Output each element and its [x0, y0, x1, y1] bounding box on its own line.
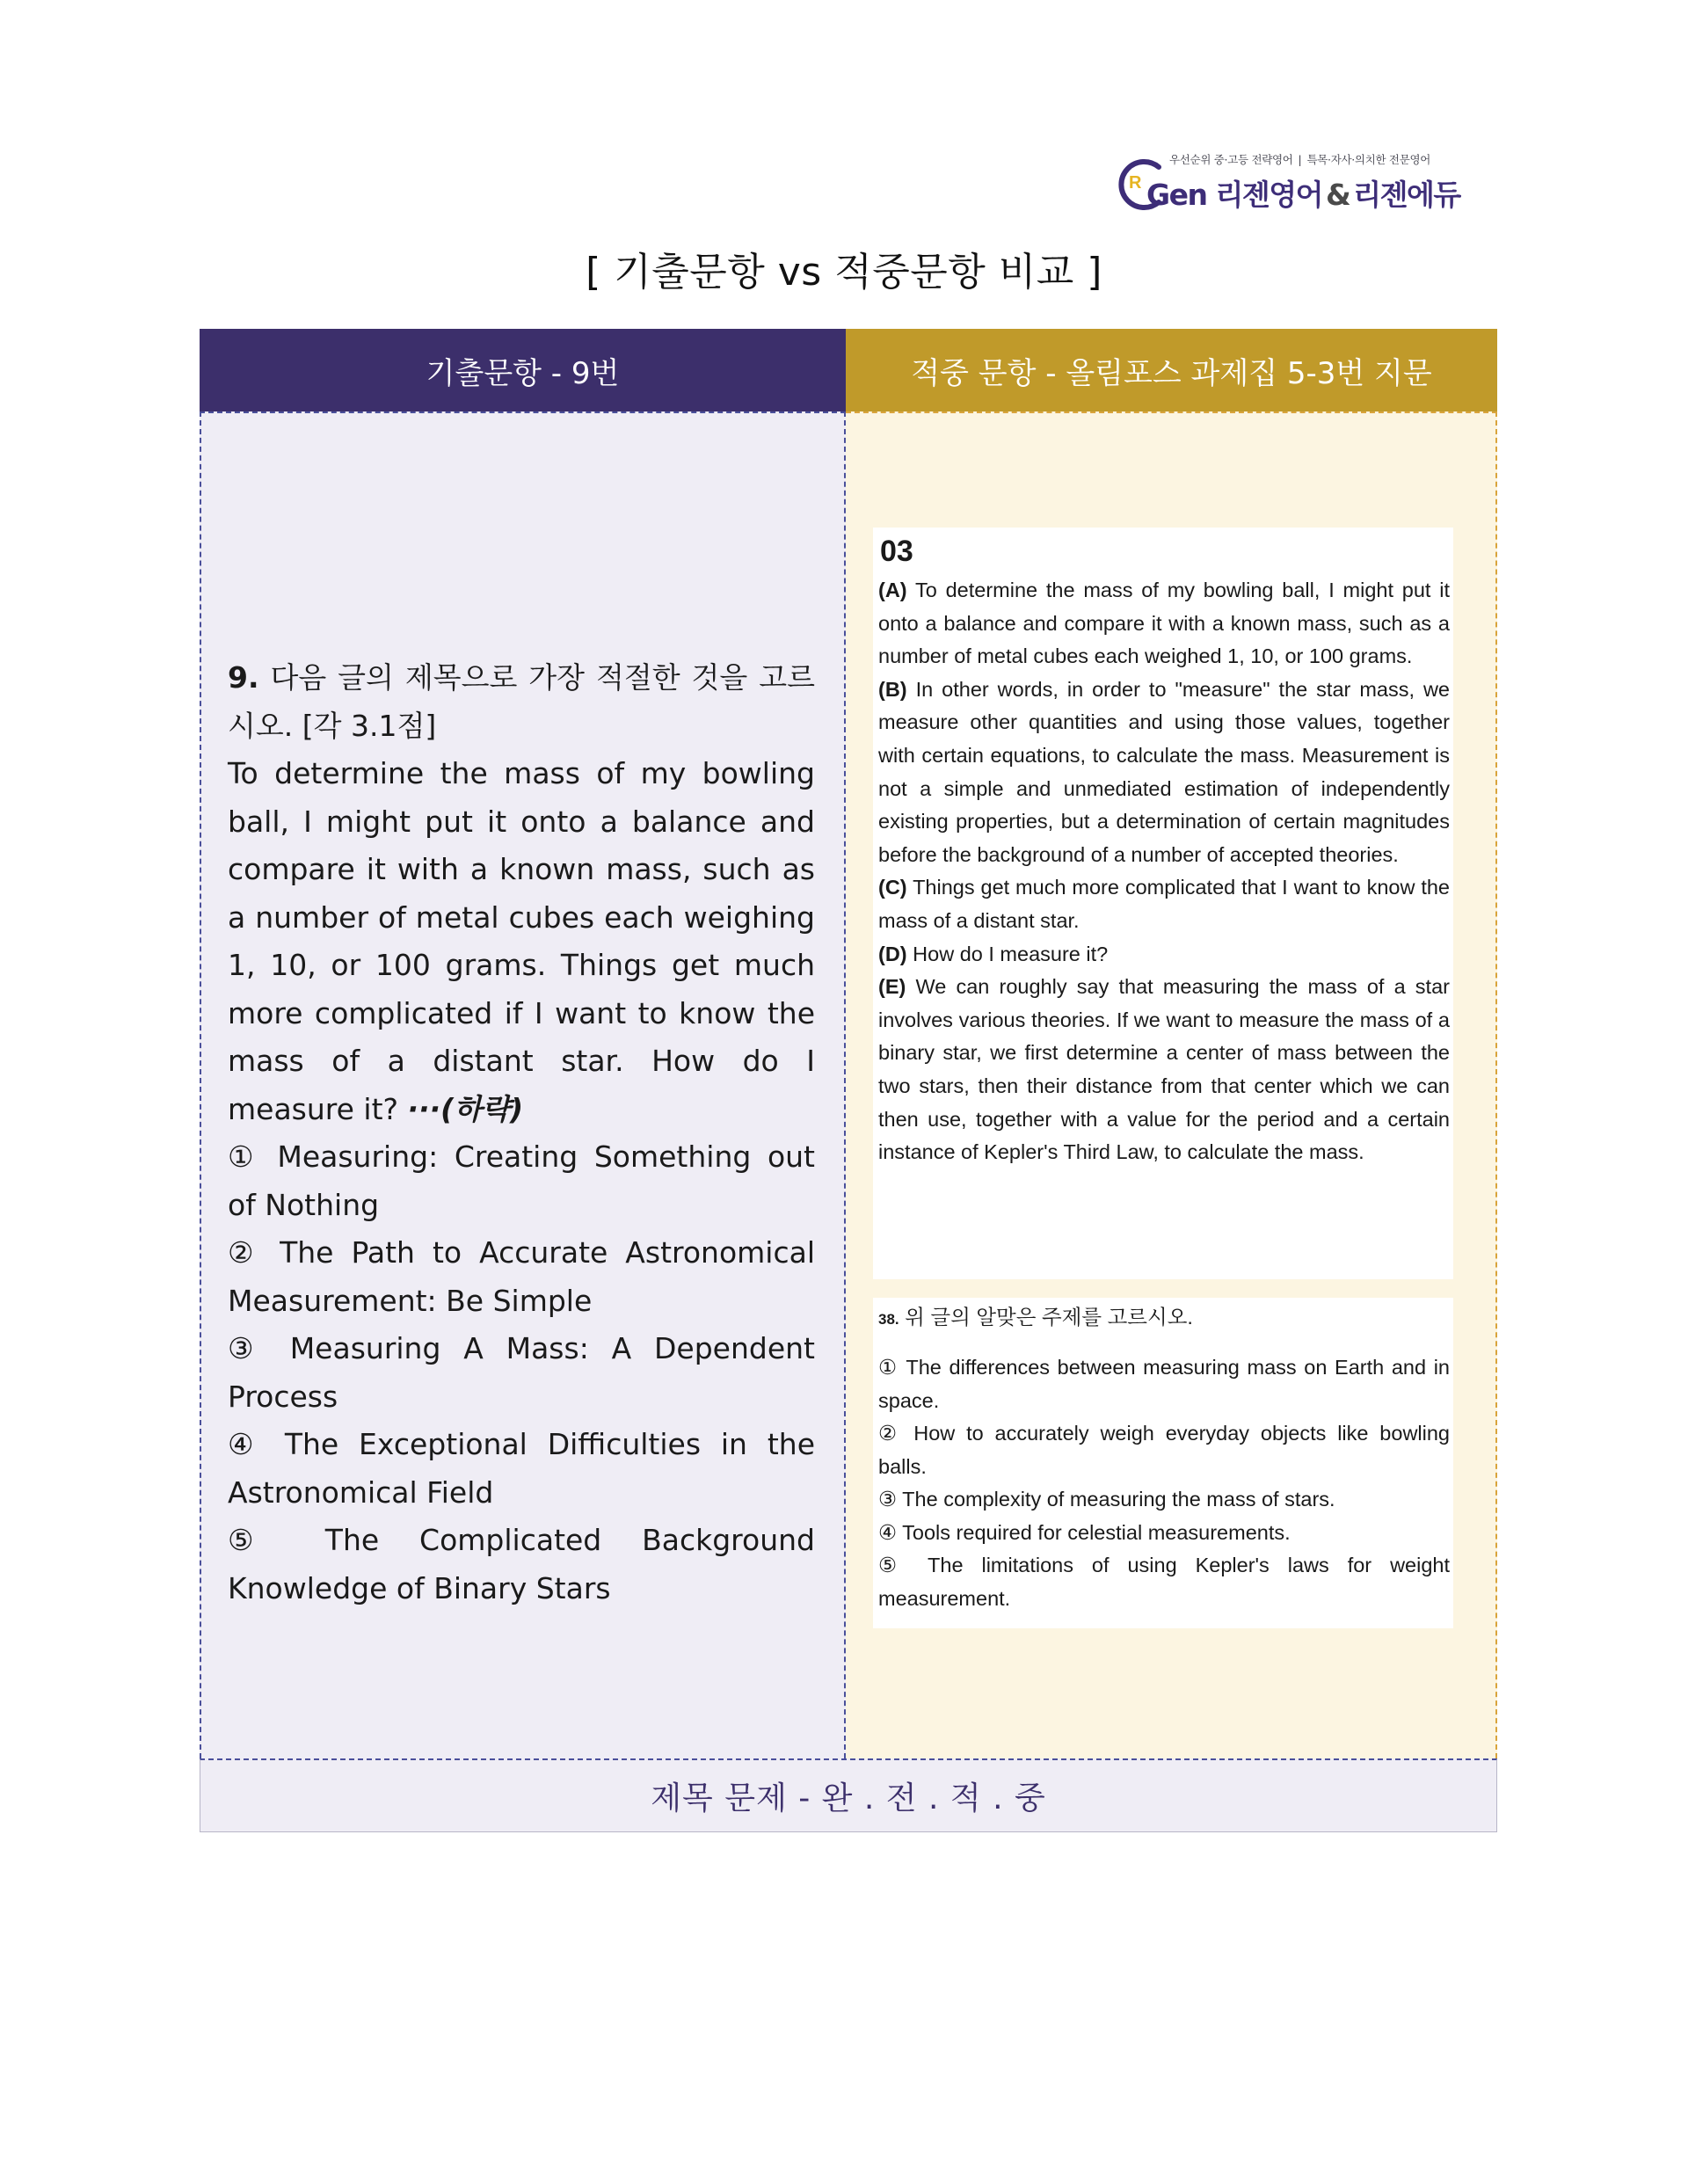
source-option-5: ⑤ The limitations of using Kepler's laws for weight measurement.	[878, 1554, 1450, 1610]
source-question-stem: 38. 위 글의 알맞은 주제를 고르시오.	[878, 1306, 1193, 1329]
brand-logo	[1115, 151, 1486, 215]
logo-tagline-right: 특목·자사·의치한 전문영어	[1306, 153, 1431, 166]
source-option-4: ④ Tools required for celestial measurements.	[878, 1520, 1291, 1544]
exam-question-stem	[228, 654, 815, 750]
matched-source-column	[846, 411, 1497, 1758]
source-option-3: ③ The complexity of measuring the mass of stars.	[878, 1488, 1335, 1511]
logo-brand-left: Gen 리젠영어	[1146, 178, 1322, 212]
page-title: [ 기출문항 vs 적중문항 비교 ]	[586, 250, 1102, 295]
answer-option-4: ④ The Exceptional Difficulties in the Astronomical Field	[228, 1427, 815, 1510]
comparison-table	[200, 329, 1497, 1832]
answer-option-1: ① Measuring: Creating Something out of Nothing	[228, 1139, 815, 1222]
source-paragraph-a: (A) To determine the mass of my bowling ball, I might put it onto a balance and compare it with a known mass, such as a number of metal cubes each weighed 1, 10, or 100 grams.	[878, 579, 1450, 668]
header-matched-question: 적중 문항 - 올림포스 과제집 5-3번 지문	[846, 329, 1497, 411]
verdict-footer: 제목 문제 - 완 . 전 . 적 . 중	[200, 1758, 1497, 1832]
exam-question-column	[200, 411, 846, 1758]
logo-ampersand: &	[1325, 178, 1350, 212]
source-paragraph-d: (D) How do I measure it?	[878, 942, 1109, 965]
omitted-mark: ···(하략)	[407, 1091, 524, 1126]
answer-option-5: ⑤ The Complicated Background Knowledge of Binary Stars	[228, 1523, 815, 1605]
source-paragraph-b: (B) In other words, in order to "measure" the star mass, we measure other quantities and using those values, together with certain equations, to calculate the mass. Measurement is not a simple and unmediated estimation of independently existing properties, but a determination of certain magnitudes before the background of a number of accepted theories.	[878, 677, 1450, 866]
logo-tagline-left: 우선순위 중·고등 전략영어	[1169, 153, 1293, 166]
exam-question-passage: To determine the mass of my bowling ball, I might put it onto a balance and compare it with a known mass, such as a number of metal cubes each weighing 1, 10, or 100 grams. Things get much more complicated if I want to know the mass of a distant star. How do I measure it? ···(하략)	[228, 756, 815, 1126]
source-passage-card	[873, 528, 1453, 1279]
answer-option-2: ② The Path to Accurate Astronomical Measurement: Be Simple	[228, 1235, 815, 1318]
exam-question-instruction: 다음 글의 제목으로 가장 적절한 것을 고르시오. [각 3.1점]	[228, 660, 815, 743]
answer-option-3: ③ Measuring A Mass: A Dependent Process	[228, 1331, 815, 1414]
logo-brand-right: 리젠에듀	[1353, 178, 1460, 212]
source-paragraph-c: (C) Things get much more complicated that I want to know the mass of a distant star.	[878, 876, 1450, 932]
source-option-2: ② How to accurately weigh everyday objects like bowling balls.	[878, 1422, 1450, 1478]
source-passage-number: 03	[880, 535, 913, 568]
source-option-1: ① The differences between measuring mass on Earth and in space.	[878, 1356, 1450, 1412]
logo-tagline: 우선순위 중·고등 전략영어 | 특목·자사·의치한 전문영어	[1169, 153, 1431, 166]
exam-question-number: 9.	[228, 660, 259, 695]
source-question-card	[873, 1298, 1453, 1628]
source-paragraph-e: (E) We can roughly say that measuring the mass of a star involves various theories. If we want to measure the mass of a binary star, we first determine a center of mass between the two stars, then their distance from that center which we can then use, together with a value for the period and a certain instance of Kepler's Third Law, to calculate the mass.	[878, 975, 1450, 1164]
header-exam-question: 기출문항 - 9번	[200, 329, 846, 411]
exam-question	[228, 654, 815, 1613]
source-question-number: 38.	[878, 1311, 899, 1328]
logo-wordmark	[1146, 172, 1460, 214]
logo-mark-letter: R	[1129, 173, 1142, 193]
